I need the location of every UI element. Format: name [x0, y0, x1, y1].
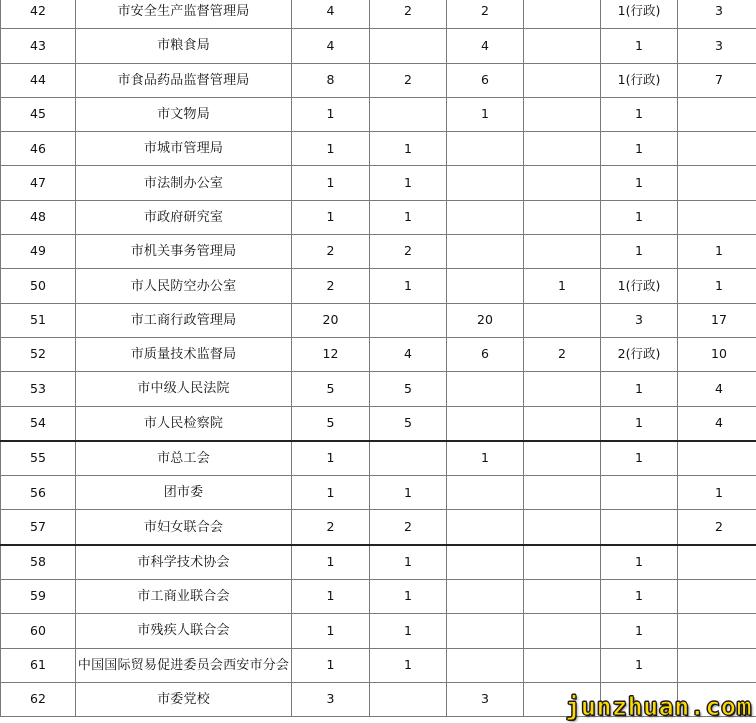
table-row: [1, 545, 756, 580]
department-name: 市人民防空办公室: [76, 269, 292, 303]
cell-col-6: 4: [678, 372, 756, 406]
cell-col-1: 1: [292, 476, 370, 510]
cell-col-5: 1: [601, 648, 678, 682]
cell-col-4: [524, 97, 601, 131]
cell-col-5: [601, 476, 678, 510]
department-name: 市城市管理局: [76, 132, 292, 166]
department-name: 市文物局: [76, 97, 292, 131]
department-name: 市粮食局: [76, 29, 292, 63]
cell-col-3: [447, 166, 524, 200]
cell-col-4: [524, 545, 601, 580]
cell-col-5: 1(行政): [601, 269, 678, 303]
row-number: 50: [1, 269, 76, 303]
cell-col-4: [524, 166, 601, 200]
cell-col-2: 1: [370, 580, 447, 614]
table-row: [1, 372, 756, 406]
department-name: 市工商行政管理局: [76, 303, 292, 337]
cell-col-6: 7: [678, 63, 756, 97]
cell-col-4: [524, 0, 601, 29]
cell-col-3: 4: [447, 29, 524, 63]
cell-col-5: 1: [601, 441, 678, 476]
cell-col-5: 1: [601, 200, 678, 234]
cell-col-1: 5: [292, 406, 370, 441]
cell-col-4: 2: [524, 337, 601, 371]
cell-col-1: 1: [292, 545, 370, 580]
cell-col-4: [524, 235, 601, 269]
cell-col-3: 20: [447, 303, 524, 337]
cell-col-3: [447, 269, 524, 303]
cell-col-3: [447, 648, 524, 682]
cell-col-4: [524, 614, 601, 648]
cell-col-6: 1: [678, 235, 756, 269]
cell-col-6: 3: [678, 0, 756, 29]
cell-col-1: 1: [292, 166, 370, 200]
table-row: [1, 406, 756, 441]
cell-col-6: 1: [678, 476, 756, 510]
cell-col-4: [524, 29, 601, 63]
cell-col-1: 4: [292, 29, 370, 63]
cell-col-6: [678, 614, 756, 648]
department-name: 市质量技术监督局: [76, 337, 292, 371]
cell-col-6: 10: [678, 337, 756, 371]
row-number: 59: [1, 580, 76, 614]
department-name: 市安全生产监督管理局: [76, 0, 292, 29]
cell-col-1: 1: [292, 580, 370, 614]
cell-col-6: 2: [678, 510, 756, 545]
cell-col-2: 4: [370, 337, 447, 371]
cell-col-1: 12: [292, 337, 370, 371]
cell-col-2: 1: [370, 476, 447, 510]
cell-col-1: 1: [292, 614, 370, 648]
cell-col-6: [678, 648, 756, 682]
cell-col-3: 1: [447, 97, 524, 131]
table-row: [1, 200, 756, 234]
cell-col-5: 1(行政): [601, 63, 678, 97]
row-number: 42: [1, 0, 76, 29]
department-name: 团市委: [76, 476, 292, 510]
cell-col-3: 1: [447, 441, 524, 476]
cell-col-6: [678, 166, 756, 200]
department-name: 市科学技术协会: [76, 545, 292, 580]
table-row: [1, 303, 756, 337]
cell-col-1: 1: [292, 200, 370, 234]
cell-col-3: [447, 406, 524, 441]
row-number: 58: [1, 545, 76, 580]
cell-col-2: 1: [370, 132, 447, 166]
row-number: 46: [1, 132, 76, 166]
cell-col-5: 1: [601, 545, 678, 580]
table-row: [1, 614, 756, 648]
cell-col-2: 1: [370, 614, 447, 648]
cell-col-2: 2: [370, 63, 447, 97]
table-row: [1, 132, 756, 166]
cell-col-1: 20: [292, 303, 370, 337]
cell-col-3: 3: [447, 682, 524, 716]
cell-col-2: [370, 97, 447, 131]
department-name: 市工商业联合会: [76, 580, 292, 614]
cell-col-5: 3: [601, 303, 678, 337]
cell-col-5: [601, 510, 678, 545]
cell-col-1: 8: [292, 63, 370, 97]
cell-col-5: 1: [601, 29, 678, 63]
cell-col-1: 3: [292, 682, 370, 716]
row-number: 53: [1, 372, 76, 406]
cell-col-3: [447, 510, 524, 545]
cell-col-1: 1: [292, 132, 370, 166]
cell-col-4: [524, 303, 601, 337]
cell-col-3: [447, 235, 524, 269]
cell-col-6: 1: [678, 269, 756, 303]
cell-col-1: 2: [292, 235, 370, 269]
row-number: 45: [1, 97, 76, 131]
cell-col-4: [524, 441, 601, 476]
cell-col-3: [447, 476, 524, 510]
cell-col-6: [678, 132, 756, 166]
department-name: 市中级人民法院: [76, 372, 292, 406]
row-number: 61: [1, 648, 76, 682]
department-name: 市残疾人联合会: [76, 614, 292, 648]
cell-col-2: [370, 29, 447, 63]
cell-col-1: 1: [292, 97, 370, 131]
row-number: 47: [1, 166, 76, 200]
cell-col-2: 1: [370, 648, 447, 682]
cell-col-5: 1: [601, 580, 678, 614]
cell-col-4: [524, 132, 601, 166]
row-number: 54: [1, 406, 76, 441]
cell-col-3: [447, 614, 524, 648]
cell-col-6: 4: [678, 406, 756, 441]
table-row: [1, 97, 756, 131]
table-row: [1, 580, 756, 614]
department-name: 中国国际贸易促进委员会西安市分会: [76, 648, 292, 682]
row-number: 49: [1, 235, 76, 269]
cell-col-6: [678, 545, 756, 580]
cell-col-1: 4: [292, 0, 370, 29]
cell-col-3: 6: [447, 63, 524, 97]
cell-col-3: 2: [447, 0, 524, 29]
department-name: 市委党校: [76, 682, 292, 716]
department-name: 市政府研究室: [76, 200, 292, 234]
cell-col-2: 1: [370, 269, 447, 303]
cell-col-2: 2: [370, 235, 447, 269]
cell-col-4: [524, 406, 601, 441]
row-number: 51: [1, 303, 76, 337]
cell-col-1: 2: [292, 269, 370, 303]
table-row: [1, 337, 756, 371]
cell-col-4: [524, 648, 601, 682]
cell-col-5: 1: [601, 97, 678, 131]
cell-col-2: [370, 441, 447, 476]
cell-col-2: [370, 303, 447, 337]
row-number: 56: [1, 476, 76, 510]
cell-col-6: [678, 580, 756, 614]
cell-col-2: 1: [370, 545, 447, 580]
cell-col-4: [524, 510, 601, 545]
cell-col-4: [524, 63, 601, 97]
table-row: [1, 0, 756, 29]
cell-col-2: 1: [370, 200, 447, 234]
table-row: [1, 63, 756, 97]
department-name: 市食品药品监督管理局: [76, 63, 292, 97]
table-row: [1, 235, 756, 269]
cell-col-1: 5: [292, 372, 370, 406]
cell-col-6: 3: [678, 29, 756, 63]
department-name: 市妇女联合会: [76, 510, 292, 545]
table-row: [1, 476, 756, 510]
cell-col-6: [678, 200, 756, 234]
cell-col-5: 1(行政): [601, 0, 678, 29]
table-row: [1, 29, 756, 63]
row-number: 62: [1, 682, 76, 716]
cell-col-3: [447, 545, 524, 580]
site-watermark: junzhuan.com: [565, 692, 752, 721]
cell-col-2: 1: [370, 166, 447, 200]
table-row: [1, 648, 756, 682]
cell-col-4: 1: [524, 269, 601, 303]
cell-col-3: [447, 200, 524, 234]
cell-col-6: [678, 441, 756, 476]
row-number: 60: [1, 614, 76, 648]
table-row: [1, 166, 756, 200]
department-name: 市人民检察院: [76, 406, 292, 441]
cell-col-1: 1: [292, 441, 370, 476]
cell-col-5: 1: [601, 372, 678, 406]
cell-col-6: 17: [678, 303, 756, 337]
cell-col-2: [370, 682, 447, 716]
table-row: [1, 510, 756, 545]
cell-col-2: 2: [370, 510, 447, 545]
cell-col-5: 1: [601, 614, 678, 648]
department-name: 市总工会: [76, 441, 292, 476]
cell-col-5: 1: [601, 406, 678, 441]
row-number: 57: [1, 510, 76, 545]
cell-col-4: [524, 476, 601, 510]
cell-col-4: [524, 580, 601, 614]
cell-col-2: 5: [370, 372, 447, 406]
cell-col-5: 2(行政): [601, 337, 678, 371]
cell-col-5: 1: [601, 166, 678, 200]
cell-col-4: [524, 372, 601, 406]
cell-col-3: [447, 132, 524, 166]
cell-col-5: 1: [601, 235, 678, 269]
row-number: 52: [1, 337, 76, 371]
department-name: 市法制办公室: [76, 166, 292, 200]
cell-col-6: [678, 97, 756, 131]
table-row: [1, 269, 756, 303]
cell-col-2: 5: [370, 406, 447, 441]
cell-col-3: 6: [447, 337, 524, 371]
cell-col-2: 2: [370, 0, 447, 29]
cell-col-3: [447, 372, 524, 406]
cell-col-1: 1: [292, 648, 370, 682]
row-number: 43: [1, 29, 76, 63]
row-number: 48: [1, 200, 76, 234]
cell-col-1: 2: [292, 510, 370, 545]
table-row: [1, 441, 756, 476]
row-number: 44: [1, 63, 76, 97]
cell-col-3: [447, 580, 524, 614]
cell-col-5: 1: [601, 132, 678, 166]
department-name: 市机关事务管理局: [76, 235, 292, 269]
row-number: 55: [1, 441, 76, 476]
cell-col-4: [524, 200, 601, 234]
